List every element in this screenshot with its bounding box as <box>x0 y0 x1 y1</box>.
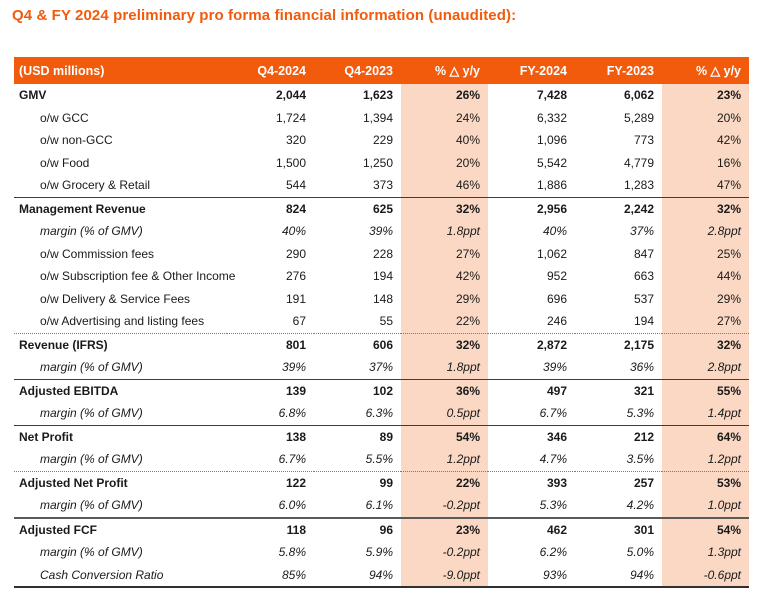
cell-value: 94% <box>314 564 401 588</box>
table-row <box>14 356 749 379</box>
cell-value: 42% <box>401 265 488 288</box>
cell-value: 1.2ppt <box>662 448 749 471</box>
cell-value: 5.3% <box>539 498 567 513</box>
cell-value: 99 <box>314 471 401 494</box>
cell-value: 5,542 <box>536 155 567 170</box>
cell-value: 23% <box>662 84 749 107</box>
cell-value: 32% <box>401 333 488 356</box>
cell-value: 301 <box>575 518 662 542</box>
row-label: o/w Subscription fee & Other Income <box>40 269 236 284</box>
cell-value: 3.5% <box>626 452 654 467</box>
cell-value: 47% <box>662 174 749 197</box>
table-header <box>14 57 749 84</box>
cell-value: 6.7% <box>539 406 567 421</box>
cell-value: 321 <box>575 379 662 402</box>
cell-value: 373 <box>372 178 393 193</box>
cell-value: 40% <box>542 224 567 239</box>
cell-value: 40% <box>281 224 306 239</box>
cell-value: 39% <box>542 360 567 375</box>
cell-value: 191 <box>285 291 306 306</box>
cell-value: 20% <box>662 107 749 130</box>
cell-value: 6.2% <box>539 545 567 560</box>
cell-value: 462 <box>488 518 575 542</box>
cell-value: 5.5% <box>365 452 393 467</box>
table-row <box>14 310 749 333</box>
cell-value: 544 <box>285 178 306 193</box>
cell-value: 1,283 <box>623 178 654 193</box>
cell-value: 194 <box>633 314 654 329</box>
column-header-2: Q4-2023 <box>314 57 401 84</box>
cell-value: 16% <box>662 152 749 175</box>
cell-value: 67 <box>292 314 306 329</box>
table-row <box>14 402 749 425</box>
column-header-0: (USD millions) <box>14 57 227 84</box>
cell-value: 6.7% <box>278 452 306 467</box>
cell-value: 1.2ppt <box>401 448 488 471</box>
cell-value: 27% <box>401 243 488 266</box>
cell-value: 246 <box>546 314 567 329</box>
cell-value: 54% <box>401 425 488 448</box>
table-row <box>14 541 749 564</box>
table-row <box>14 448 749 471</box>
cell-value: 0.5ppt <box>401 402 488 425</box>
table-row <box>14 84 749 107</box>
cell-value: -0.6ppt <box>662 564 749 588</box>
cell-value: 46% <box>401 174 488 197</box>
table-row <box>14 564 749 588</box>
cell-value: 537 <box>633 291 654 306</box>
cell-value: 5,289 <box>623 110 654 125</box>
row-label: margin (% of GMV) <box>40 406 143 421</box>
cell-value: 257 <box>575 471 662 494</box>
cell-value: 497 <box>488 379 575 402</box>
cell-value: 2,956 <box>488 197 575 220</box>
cell-value: 27% <box>662 310 749 333</box>
cell-value: 346 <box>488 425 575 448</box>
table-row <box>14 243 749 266</box>
row-label: o/w Advertising and listing fees <box>40 314 205 329</box>
cell-value: 6.8% <box>278 406 306 421</box>
cell-value: 44% <box>662 265 749 288</box>
cell-value: 773 <box>633 133 654 148</box>
cell-value: -0.2ppt <box>401 494 488 518</box>
cell-value: 96 <box>314 518 401 542</box>
cell-value: 148 <box>372 291 393 306</box>
cell-value: 32% <box>662 333 749 356</box>
financial-table <box>14 57 749 588</box>
column-header-1: Q4-2024 <box>227 57 314 84</box>
cell-value: 26% <box>401 84 488 107</box>
cell-value: 1,886 <box>536 178 567 193</box>
cell-value: 7,428 <box>536 88 567 103</box>
row-label: Net Profit <box>14 425 227 448</box>
row-label: o/w GCC <box>40 110 89 125</box>
column-header-3: % △ y/y <box>401 57 488 84</box>
cell-value: 290 <box>285 246 306 261</box>
cell-value: 696 <box>546 291 567 306</box>
cell-value: 606 <box>314 333 401 356</box>
row-label: o/w non-GCC <box>40 133 113 148</box>
row-label: margin (% of GMV) <box>40 452 143 467</box>
cell-value: 89 <box>314 425 401 448</box>
cell-value: 53% <box>662 471 749 494</box>
table-row <box>14 220 749 243</box>
row-label: o/w Grocery & Retail <box>40 178 151 193</box>
cell-value: 102 <box>314 379 401 402</box>
cell-value: 4,779 <box>623 155 654 170</box>
table-row <box>14 425 749 448</box>
cell-value: 847 <box>633 246 654 261</box>
row-label: Management Revenue <box>14 197 227 220</box>
cell-value: 40% <box>401 129 488 152</box>
cell-value: 1.8ppt <box>401 220 488 243</box>
cell-value: 36% <box>401 379 488 402</box>
table-row <box>14 494 749 518</box>
cell-value: 25% <box>662 243 749 266</box>
cell-value: 625 <box>314 197 401 220</box>
cell-value: 6.1% <box>365 498 393 513</box>
cell-value: 1,724 <box>275 110 306 125</box>
cell-value: 5.9% <box>365 545 393 560</box>
cell-value: -0.2ppt <box>401 541 488 564</box>
cell-value: 118 <box>227 518 314 542</box>
cell-value: 55% <box>662 379 749 402</box>
table-body <box>14 84 749 587</box>
cell-value: 24% <box>401 107 488 130</box>
row-label: Cash Conversion Ratio <box>14 564 227 588</box>
cell-value: 93% <box>488 564 575 588</box>
cell-value: 42% <box>662 129 749 152</box>
cell-value: 2.8ppt <box>662 220 749 243</box>
cell-value: 39% <box>281 360 306 375</box>
cell-value: 228 <box>372 246 393 261</box>
cell-value: 32% <box>662 197 749 220</box>
cell-value: 212 <box>575 425 662 448</box>
cell-value: 37% <box>629 224 654 239</box>
table-row <box>14 333 749 356</box>
cell-value: 29% <box>401 288 488 311</box>
row-label: margin (% of GMV) <box>40 360 143 375</box>
cell-value: 1.3ppt <box>662 541 749 564</box>
cell-value: 1,623 <box>362 88 393 103</box>
cell-value: 2,242 <box>575 197 662 220</box>
cell-value: 2,872 <box>488 333 575 356</box>
cell-value: 22% <box>401 310 488 333</box>
cell-value: 4.2% <box>626 498 654 513</box>
cell-value: 6,062 <box>623 88 654 103</box>
table-header-row <box>14 57 749 84</box>
cell-value: 1,096 <box>536 133 567 148</box>
cell-value: 393 <box>488 471 575 494</box>
row-label: o/w Delivery & Service Fees <box>40 291 191 306</box>
row-label: Adjusted Net Profit <box>14 471 227 494</box>
cell-value: 229 <box>372 133 393 148</box>
cell-value: 1,500 <box>275 155 306 170</box>
cell-value: 29% <box>662 288 749 311</box>
cell-value: 1.8ppt <box>401 356 488 379</box>
cell-value: 20% <box>401 152 488 175</box>
row-label: margin (% of GMV) <box>40 545 143 560</box>
cell-value: 6,332 <box>536 110 567 125</box>
table-row <box>14 174 749 197</box>
cell-value: -9.0ppt <box>401 564 488 588</box>
row-label: GMV <box>19 88 47 103</box>
cell-value: 1,394 <box>362 110 393 125</box>
cell-value: 2,175 <box>575 333 662 356</box>
cell-value: 64% <box>662 425 749 448</box>
column-header-6: % △ y/y <box>662 57 749 84</box>
table-row <box>14 197 749 220</box>
cell-value: 55 <box>379 314 393 329</box>
cell-value: 801 <box>227 333 314 356</box>
cell-value: 276 <box>285 269 306 284</box>
row-label: margin (% of GMV) <box>40 224 143 239</box>
table-row <box>14 129 749 152</box>
cell-value: 138 <box>227 425 314 448</box>
cell-value: 320 <box>285 133 306 148</box>
cell-value: 5.0% <box>626 545 654 560</box>
row-label: o/w Food <box>40 155 90 170</box>
cell-value: 6.0% <box>278 498 306 513</box>
cell-value: 39% <box>368 224 393 239</box>
column-header-5: FY-2023 <box>575 57 662 84</box>
cell-value: 36% <box>629 360 654 375</box>
row-label: margin (% of GMV) <box>40 498 143 513</box>
cell-value: 194 <box>372 269 393 284</box>
cell-value: 663 <box>633 269 654 284</box>
cell-value: 32% <box>401 197 488 220</box>
cell-value: 6.3% <box>365 406 393 421</box>
row-label: Adjusted EBITDA <box>14 379 227 402</box>
cell-value: 952 <box>546 269 567 284</box>
cell-value: 1.4ppt <box>662 402 749 425</box>
table-row <box>14 265 749 288</box>
cell-value: 22% <box>401 471 488 494</box>
cell-value: 5.8% <box>278 545 306 560</box>
row-label: o/w Commission fees <box>40 246 155 261</box>
table-row <box>14 518 749 542</box>
cell-value: 2.8ppt <box>662 356 749 379</box>
cell-value: 4.7% <box>539 452 567 467</box>
row-label: Adjusted FCF <box>14 518 227 542</box>
cell-value: 1,250 <box>362 155 393 170</box>
table-row <box>14 152 749 175</box>
row-label: Revenue (IFRS) <box>14 333 227 356</box>
column-header-4: FY-2024 <box>488 57 575 84</box>
page-title: Q4 & FY 2024 preliminary pro forma financial information (unaudited): <box>12 7 517 24</box>
cell-value: 1.0ppt <box>662 494 749 518</box>
cell-value: 139 <box>227 379 314 402</box>
cell-value: 85% <box>227 564 314 588</box>
cell-value: 23% <box>401 518 488 542</box>
cell-value: 54% <box>662 518 749 542</box>
cell-value: 2,044 <box>275 88 306 103</box>
cell-value: 122 <box>227 471 314 494</box>
table-row <box>14 379 749 402</box>
cell-value: 824 <box>227 197 314 220</box>
table-row <box>14 288 749 311</box>
table-row <box>14 471 749 494</box>
cell-value: 94% <box>575 564 662 588</box>
cell-value: 1,062 <box>536 246 567 261</box>
table-row <box>14 107 749 130</box>
cell-value: 5.3% <box>626 406 654 421</box>
cell-value: 37% <box>368 360 393 375</box>
